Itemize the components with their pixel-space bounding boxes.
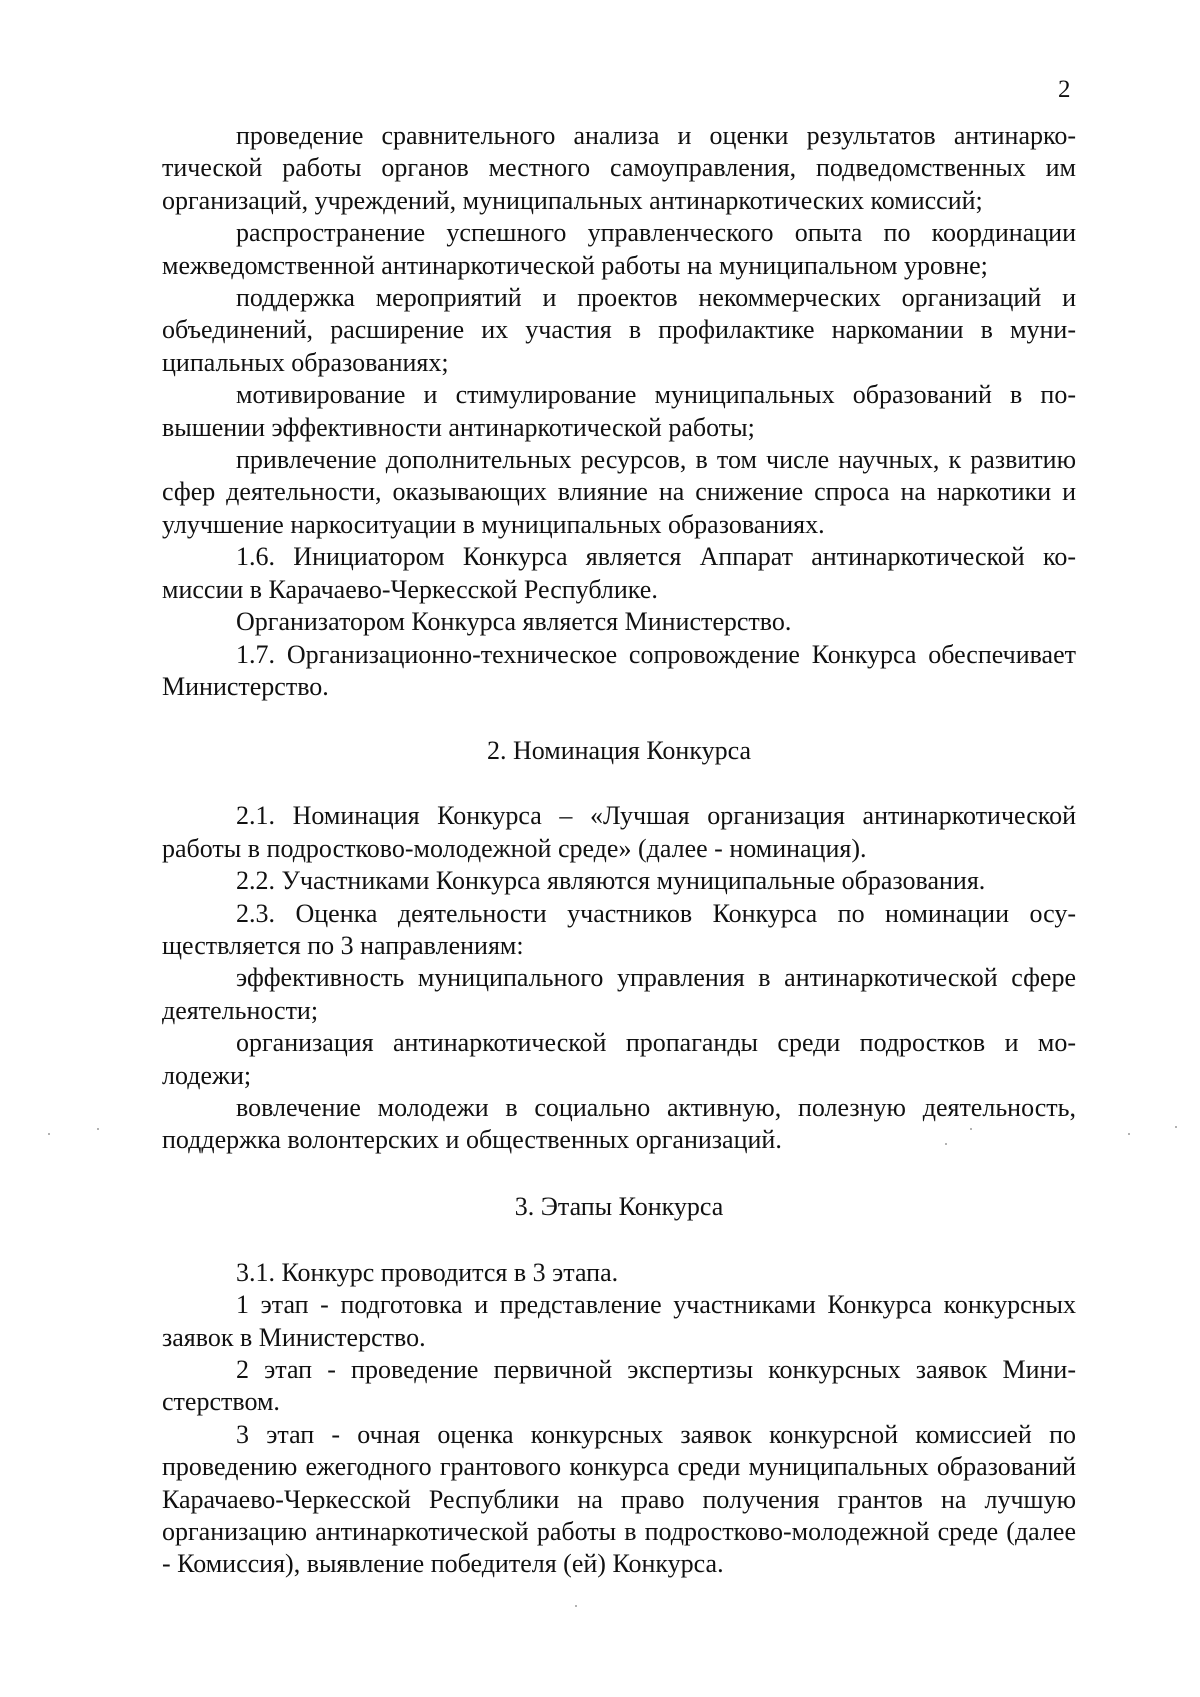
paragraph: 2 этап - проведение первичной экспертизы конкурсных заявок Министерством. <box>162 1355 1076 1417</box>
paragraph: 2.3. Оценка деятельности участников Конкурса по номинации осуществляется по 3 направлениям: <box>162 898 1076 960</box>
paragraph: 3 этап - очная оценка конкурсных заявок конкурсной комиссией по проведению ежегодного грантового конкурса среди муниципальных образований Карачаево-Черкесской Республики на право получения грантов на лучшую организацию антинаркотической работы в подростково-молодежной среде (далее - Комиссия), выявление победителя (ей) Конкурса. <box>162 1419 1076 1579</box>
scan-speck <box>48 1133 50 1135</box>
paragraph: эффективность муниципального управления в антинаркотической сфере деятельности; <box>162 963 1076 1025</box>
paragraph: поддержка мероприятий и проектов некоммерческих организаций и объединений, расширение их участия в профилактике наркомании в муниципальных образованиях; <box>162 283 1076 377</box>
page-number: 2 <box>1058 76 1071 103</box>
paragraph: привлечение дополнительных ресурсов, в том числе научных, к развитию сфер деятельности, оказывающих влияние на снижение спроса на наркотики и улучшение наркоситуации в муниципальных образованиях. <box>162 445 1076 539</box>
paragraph: Организатором Конкурса является Министерство. <box>236 607 792 637</box>
scan-speck <box>1128 1133 1130 1135</box>
scan-speck <box>1175 1126 1177 1128</box>
paragraph: 1.6. Инициатором Конкурса является Аппарат антинаркотической комиссии в Карачаево-Черкесской Республике. <box>162 542 1076 604</box>
scan-speck <box>575 1605 577 1607</box>
section-heading: 3. Этапы Конкурса <box>514 1191 724 1221</box>
paragraph: 2.1. Номинация Конкурса – «Лучшая организация антинаркотической работы в подростково-молодежной среде» (далее - номинация). <box>162 801 1076 863</box>
section-heading: 2. Номинация Конкурса <box>486 736 751 766</box>
paragraph: организация антинаркотической пропаганды среди подростков и молодежи; <box>162 1028 1076 1090</box>
paragraph: 1.7. Организационно-техническое сопровождение Конкурса обеспечивает Министерство. <box>162 639 1076 701</box>
paragraph: 1 этап - подготовка и представление участниками Конкурса конкурсных заявок в Министерство. <box>162 1290 1076 1352</box>
scan-speck <box>97 1128 99 1130</box>
paragraph: распространение успешного управленческого опыта по координации межведомственной антинаркотической работы на муниципальном уровне; <box>162 218 1076 280</box>
paragraph: проведение сравнительного анализа и оценки результатов антинаркотической работы органов местного самоуправления, подведомственных им организаций, учреждений, муниципальных антинаркотических комиссий; <box>162 121 1076 215</box>
paragraph: 2.2. Участниками Конкурса являются муниципальные образования. <box>236 866 986 896</box>
document-body <box>162 120 1076 1581</box>
paragraph: мотивирование и стимулирование муниципальных образований в повышении эффективности антинаркотической работы; <box>162 380 1076 442</box>
scan-speck <box>970 1128 972 1130</box>
paragraph: вовлечение молодежи в социально активную, полезную деятельность, поддержка волонтерских и общественных организаций. <box>162 1092 1076 1155</box>
paragraph: 3.1. Конкурс проводится в 3 этапа. <box>236 1257 619 1287</box>
scan-speck <box>945 1143 947 1145</box>
